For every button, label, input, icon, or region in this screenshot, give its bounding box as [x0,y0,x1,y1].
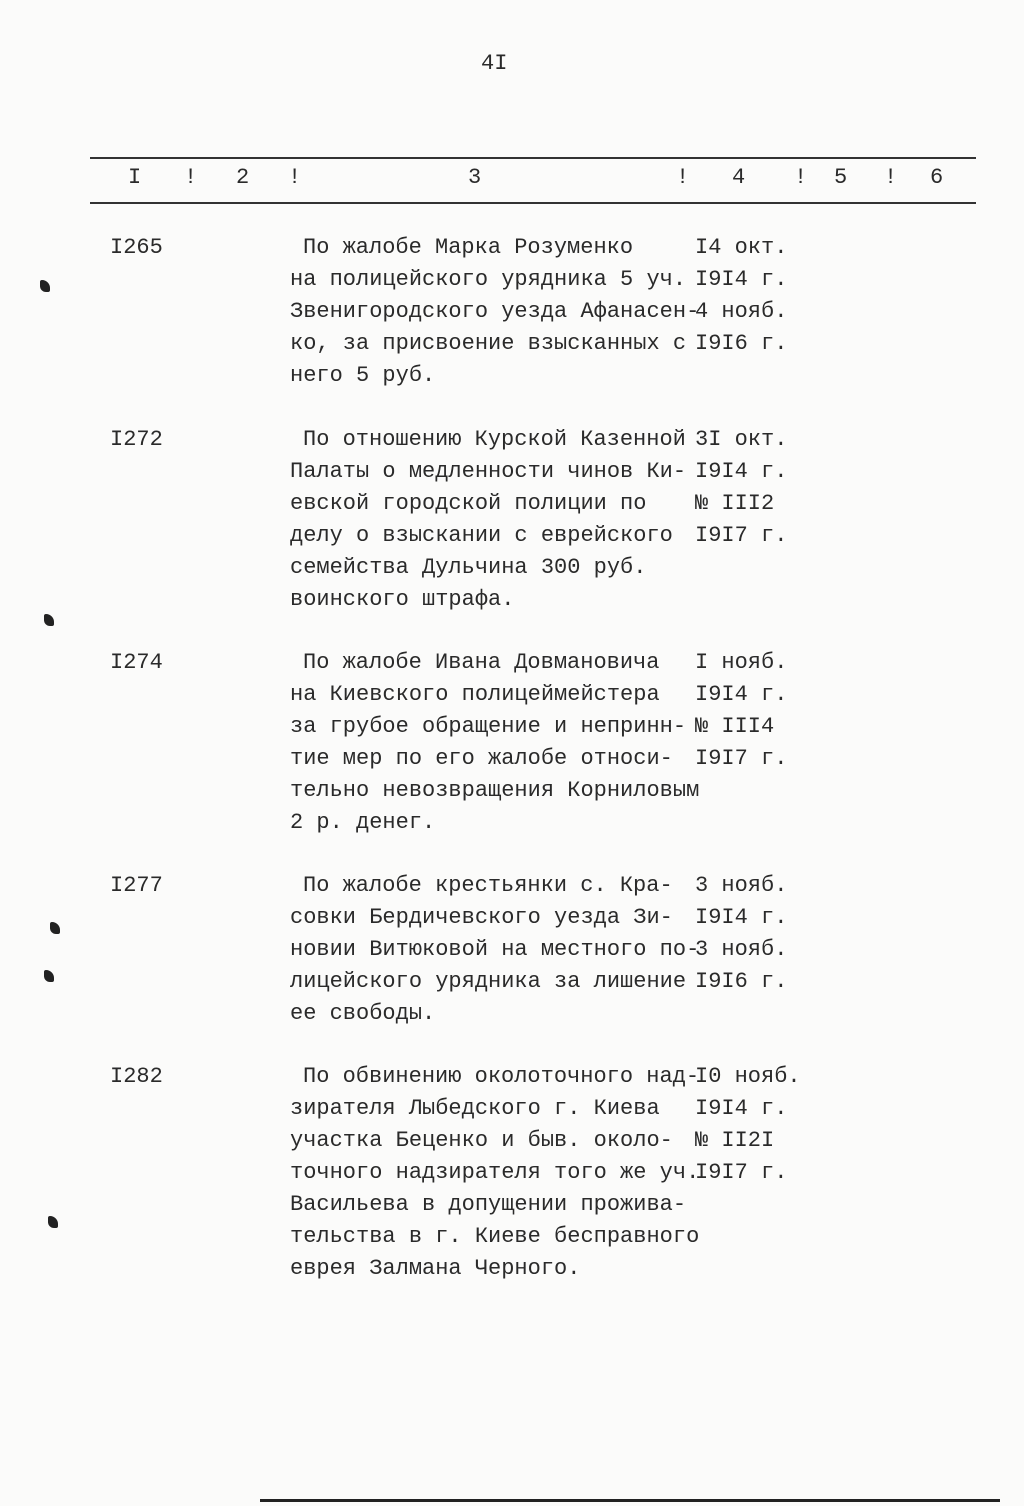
entry-description: него 5 руб. [290,363,436,388]
header-separator: ! [794,165,808,190]
entry-description: ее свободы. [290,1001,436,1026]
entry-description: По обвинению околоточного над- [303,1064,700,1089]
entry-number: I274 [110,650,163,675]
entry-description: По жалобе Ивана Довмановича [303,650,660,675]
entry-date: I9I7 г. [695,746,788,771]
header-separator: ! [676,165,690,190]
entry-description: точного надзирателя того же уч. [290,1160,700,1185]
bottom-rule [260,1499,1000,1502]
column-header-row [90,162,976,196]
entry-description: тельства в г. Киеве бесправного [290,1224,700,1249]
header-col-6: 6 [930,165,944,190]
header-col-3: 3 [468,165,482,190]
entry-date: I9I4 г. [695,267,788,292]
entry-date: I9I4 г. [695,1096,788,1121]
entry-date: № II2I [695,1128,775,1153]
punch-mark-icon [40,280,50,292]
entry-number: I265 [110,235,163,260]
entry-date: I9I7 г. [695,523,788,548]
entry-number: I277 [110,873,163,898]
entry-description: на Киевского полицеймейстера [290,682,660,707]
entry-description: на полицейского урядника 5 уч. [290,267,687,292]
entry-description: 2 р. денег. [290,810,436,835]
header-col-4: 4 [732,165,746,190]
header-col-5: 5 [834,165,848,190]
entry-date: I9I4 г. [695,459,788,484]
entry-number: I282 [110,1064,163,1089]
punch-mark-icon [44,614,54,626]
entry-description: Васильева в допущении прожива- [290,1192,687,1217]
entry-date: I9I4 г. [695,905,788,930]
header-col-2: 2 [236,165,250,190]
entry-description: тельно невозвращения Корниловым [290,778,700,803]
entry-description: воинского штрафа. [290,587,515,612]
entry-description: семейства Дульчина 300 руб. [290,555,647,580]
entry-description: участка Беценко и быв. околo- [290,1128,673,1153]
header-col-1: I [128,165,142,190]
entry-date: 3 нояб. [695,873,788,898]
entry-date: № III2 [695,491,775,516]
entry-date: I4 окт. [695,235,788,260]
entry-date: I нояб. [695,650,788,675]
punch-mark-icon [48,1216,58,1228]
page-number: 4I [481,51,508,76]
entry-date: 4 нояб. [695,299,788,324]
entry-description: тие мер по его жалобе относи- [290,746,673,771]
entry-description: новии Витюковой на местного по- [290,937,700,962]
entry-description: еврея Залмана Черного. [290,1256,581,1281]
entry-description: По жалобе Марка Розуменко [303,235,634,260]
entry-description: По отношению Курской Казенной [303,427,686,452]
entry-description: евской городской полиции по [290,491,647,516]
punch-mark-icon [44,970,54,982]
punch-mark-icon [50,922,60,934]
entry-description: Звенигородского уезда Афанасен- [290,299,700,324]
header-separator: ! [884,165,898,190]
header-bottom-rule [90,202,976,204]
entry-date: I9I4 г. [695,682,788,707]
entry-description: Палаты о медленности чинов Ки- [290,459,687,484]
entry-description: за грубое обращение и непринн- [290,714,687,739]
entry-description: зирателя Лыбедского г. Киева [290,1096,660,1121]
entry-description: ко, за присвоение взысканных с [290,331,687,356]
entry-description: делу о взыскании с еврейского [290,523,673,548]
entry-number: I272 [110,427,163,452]
header-separator: ! [184,165,198,190]
header-separator: ! [288,165,302,190]
entry-date: 3I окт. [695,427,788,452]
entry-description: По жалобе крестьянки с. Кра- [303,873,673,898]
entry-description: совки Бердичевского уезда Зи- [290,905,673,930]
header-top-rule [90,157,976,159]
entry-description: лицейского урядника за лишение [290,969,687,994]
entry-date: I9I7 г. [695,1160,788,1185]
entry-date: I0 нояб. [695,1064,801,1089]
entry-date: № III4 [695,714,775,739]
entry-date: I9I6 г. [695,969,788,994]
entry-date: 3 нояб. [695,937,788,962]
entry-date: I9I6 г. [695,331,788,356]
